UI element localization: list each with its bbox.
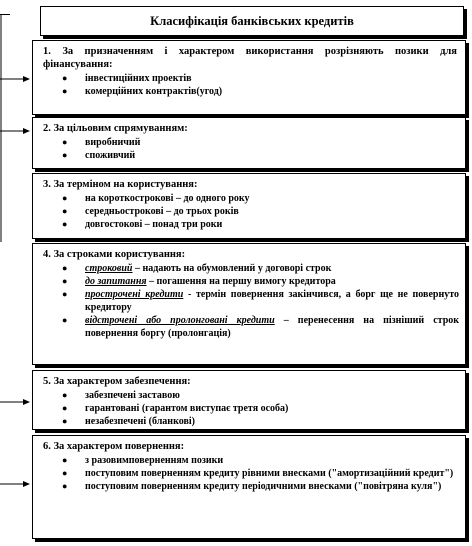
list-item: ● середньострокові – до трьох років (62, 206, 239, 217)
bullet-icon: ● (62, 416, 68, 426)
list-item: ● поступовим поверненням кредиту рівними внесками ("амортизаційний кредит") (62, 468, 454, 479)
bullet-icon: ● (62, 315, 68, 325)
section-usage-period (32, 243, 466, 365)
list-item: ● комерційних контрактів(угод) (62, 86, 223, 97)
bullet-icon: ● (62, 86, 68, 96)
section-collateral (32, 370, 466, 430)
section-target (32, 117, 466, 169)
list-item: ● на короткострокові – до одного року (62, 193, 250, 204)
list-item: ● прострочені кредити - термін повернення закінчився, а борг ще не повернуто кредитору (62, 289, 459, 313)
bullet-icon: ● (62, 73, 68, 83)
list-item: ● поступовим поверненням кредиту періодичними внесками ("повітряна куля") (62, 481, 442, 492)
list-item: ● до запитання – погашення на першу вимогу кредитора (62, 276, 336, 287)
arrow-icon (0, 479, 30, 489)
list-item: ● відстрочені або пролонговані кредити – перенесення на пізніший строк повернення боргу (пролонгація) (62, 315, 460, 339)
section-heading: 5. За характером забезпечення: (43, 376, 191, 387)
list-item: ● споживчий (62, 150, 136, 161)
section-heading: 1. За призначенням і характером використання розрізняють позики для фінансування: (43, 46, 457, 70)
bullet-icon: ● (62, 481, 68, 491)
arrow-icon (0, 126, 30, 136)
title-box (40, 6, 464, 36)
arrow-icon (0, 74, 30, 84)
bullet-icon: ● (62, 276, 68, 286)
section-heading: 6. За характером повернення: (43, 441, 185, 452)
list-item: ● строковий – надають на обумовлений у договорі строк (62, 263, 332, 274)
section-heading: 4. За строками користування: (43, 249, 186, 260)
section-purpose (32, 40, 466, 115)
bullet-icon: ● (62, 193, 68, 203)
bullet-icon: ● (62, 137, 68, 147)
list-item: ● з разовимповерненням позики (62, 455, 224, 466)
section-term (32, 173, 466, 239)
bullet-icon: ● (62, 263, 68, 273)
section-heading: 3. За терміном на користування: (43, 179, 198, 190)
bullet-icon: ● (62, 468, 68, 478)
section-heading: 2. За цільовим спрямуванням: (43, 123, 188, 134)
diagram-title: Класифікація банківських кредитів (150, 13, 354, 28)
list-item: ● довгостокові – понад три роки (62, 219, 223, 230)
list-item: ● інвестиційних проектів (62, 73, 192, 84)
arrow-icon (0, 397, 30, 407)
bullet-icon: ● (62, 455, 68, 465)
bullet-icon: ● (62, 390, 68, 400)
list-item: ● забезпечені заставою (62, 390, 180, 401)
bullet-icon: ● (62, 219, 68, 229)
section-repayment (32, 435, 466, 539)
bullet-icon: ● (62, 206, 68, 216)
bullet-icon: ● (62, 150, 68, 160)
list-item: ● виробничий (62, 137, 141, 148)
bullet-icon: ● (62, 289, 68, 299)
bullet-icon: ● (62, 403, 68, 413)
list-item: ● незабезпечені (бланкові) (62, 416, 195, 427)
list-item: ● гарантовані (гарантом виступає третя особа) (62, 403, 289, 414)
